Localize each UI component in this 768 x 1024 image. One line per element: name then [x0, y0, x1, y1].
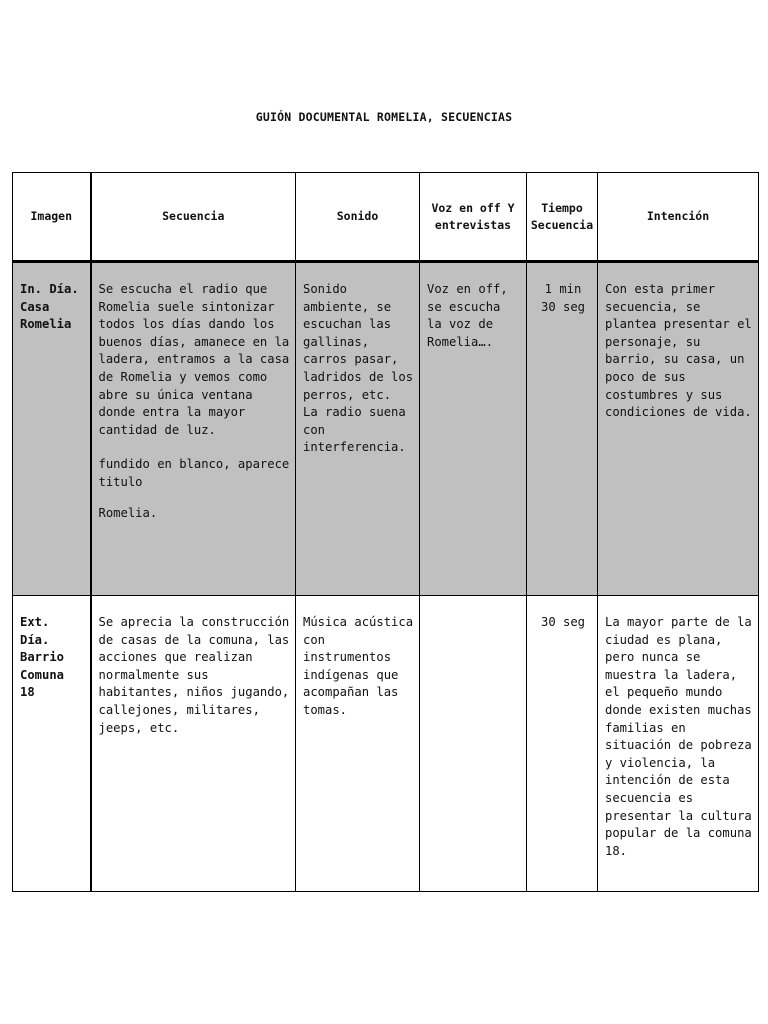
secuencia-text-3: Romelia.: [98, 505, 158, 520]
header-tiempo: Tiempo Secuencia: [527, 173, 598, 262]
cell-tiempo: 30 seg: [527, 596, 598, 892]
cell-voz: [420, 596, 527, 892]
cell-intencion: Con esta primer secuencia, se plantea presentar el personaje, su barrio, su casa, un poco de sus costumbres y sus condiciones de vida.: [598, 262, 759, 596]
cell-secuencia: Se aprecia la construcción de casas de la comuna, las acciones que realizan normalmente sus habitantes, niños jugando, callejones, militares, jeeps, etc.: [91, 596, 296, 892]
cell-imagen: In. Día. Casa Romelia: [13, 262, 91, 596]
table-row: [13, 596, 759, 892]
cell-sonido: Música acústica con instrumentos indígenas que acompañan las tomas.: [296, 596, 420, 892]
cell-secuencia: [91, 262, 296, 596]
cell-voz: Voz en off, se escucha la voz de Romelia….: [420, 262, 527, 596]
table-row: [13, 262, 759, 596]
secuencia-text: Se escucha el radio que Romelia suele sintonizar todos los días dando los buenos días, amanece en la ladera, entramos a la casa de Romelia y vemos como abre su única ventana donde entra la mayor cantidad de luz.: [98, 282, 290, 437]
header-voz: Voz en off Y entrevistas: [420, 173, 527, 262]
header-secuencia: Secuencia: [91, 173, 296, 262]
header-sonido: Sonido: [296, 173, 420, 262]
cell-sonido: [296, 262, 420, 596]
cell-imagen: Ext. Día. Barrio Comuna 18: [13, 596, 91, 892]
sonido-text-2: La radio suena con interferencia.: [303, 405, 406, 455]
document-title: GUIÓN DOCUMENTAL ROMELIA, SECUENCIAS: [255, 110, 513, 124]
cell-intencion: La mayor parte de la ciudad es plana, pero nunca se muestra la ladera, el pequeño mundo donde existen muchas familias en situación de pobreza y violencia, la intención de esta secuencia es presentar la cultura popular de la comuna 18.: [598, 596, 759, 892]
cell-tiempo: 1 min 30 seg: [527, 262, 598, 596]
secuencia-text-2: fundido en blanco, aparece titulo: [98, 457, 290, 489]
header-imagen: Imagen: [13, 173, 91, 262]
script-table: [12, 172, 759, 892]
table-header-row: [13, 173, 759, 262]
sonido-text: Sonido ambiente, se escuchan las gallinas, carros pasar, ladridos de los perros, etc.: [303, 282, 414, 402]
header-intencion: Intención: [598, 173, 759, 262]
